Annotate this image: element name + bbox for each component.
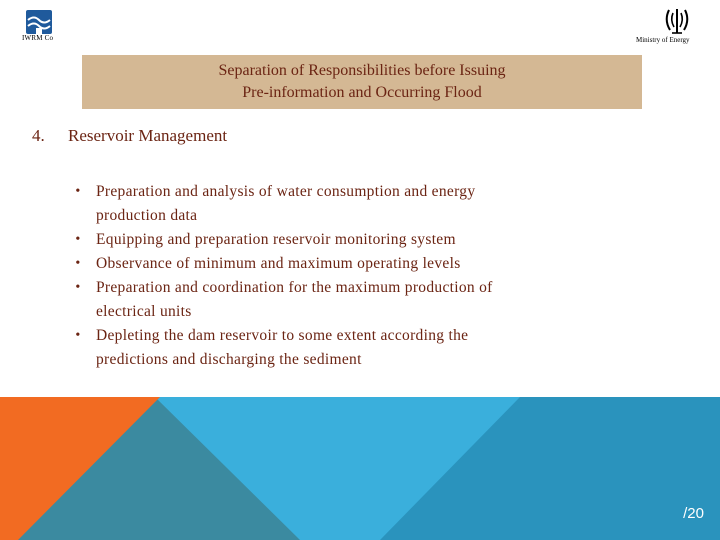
section-number: 4. (32, 126, 45, 145)
bullet-item (68, 276, 628, 324)
bullet-icon: • (75, 328, 81, 343)
left-org-label: IWRM Co (22, 34, 54, 42)
footer-band (0, 397, 720, 540)
bullet-text-line: Preparation and coordination for the maximum production of (96, 279, 493, 296)
bullet-icon: • (75, 184, 81, 199)
bullet-icon: • (75, 280, 81, 295)
bullet-item (68, 228, 628, 252)
iran-emblem-icon (663, 6, 691, 36)
bullet-text-line: Equipping and preparation reservoir monitoring system (96, 231, 456, 248)
slide-title (82, 55, 642, 109)
bullet-text-line: Preparation and analysis of water consumption and energy (96, 183, 476, 200)
page-number: /20 (683, 505, 704, 522)
section-heading (32, 126, 227, 146)
bullet-item (68, 324, 628, 372)
bullet-text-line: electrical units (96, 303, 192, 320)
bullet-text-line: Observance of minimum and maximum operating levels (96, 255, 461, 272)
bullet-list (68, 180, 628, 372)
iwrm-logo-icon (24, 6, 54, 36)
bullet-text-line: Depleting the dam reservoir to some extent according the (96, 327, 469, 344)
bullet-icon: • (75, 232, 81, 247)
right-org-label: Ministry of Energy (636, 36, 690, 44)
bullet-item (68, 252, 628, 276)
bullet-item (68, 180, 628, 228)
bullet-text-line: predictions and discharging the sediment (96, 351, 362, 368)
slide-title-line-1: Separation of Responsibilities before Issuing (218, 62, 506, 79)
slide-title-line-2: Pre-information and Occurring Flood (242, 84, 482, 101)
bullet-text-line: production data (96, 207, 198, 224)
bullet-icon: • (75, 256, 81, 271)
section-title: Reservoir Management (68, 126, 228, 145)
